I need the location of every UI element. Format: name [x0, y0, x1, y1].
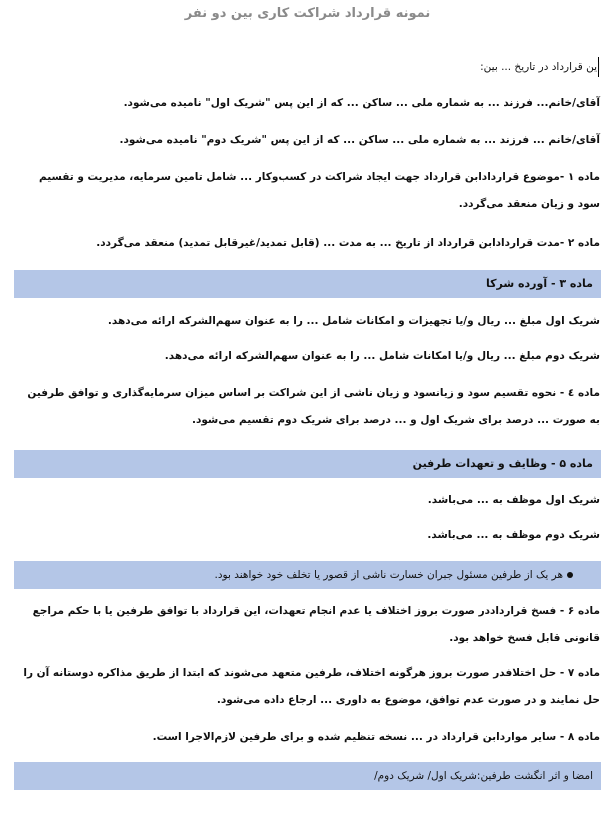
- party-one: آقای/خانم... فرزند ... به شماره ملی ... ساکن ... که از این پس "شریک اول" نامیده می‌شود.: [123, 97, 600, 109]
- signature-line: امضا و اثر انگشت طرفین:شریک اول/ شریک دوم/: [14, 762, 601, 790]
- contribution-partner-one: شریک اول مبلغ ... ریال و/یا تجهیزات و امکانات شامل ... را به عنوان سهم‌الشرکه ارائه می‌دهد.: [107, 315, 600, 327]
- article-2-label: ماده ۲: [567, 237, 600, 249]
- article-7: ماده ۷ - حل اختلافدر صورت بروز هرگونه اختلاف، طرفین متعهد می‌شوند که ابتدا از طریق مذاکره دوستانه آن را حل نمایند و در صورت عدم توافق، موضوع به داوری ... ارجاع داده می‌شود.: [23, 667, 600, 706]
- article-1-text: -موضوع قراردادابن قرارداد جهت ایجاد شراکت در کسب‌وکار ... شامل تامین سرمایه، مدیریت و تقسیم سود و زیان منعقد می‌گردد.: [39, 171, 600, 210]
- article-2: [15, 230, 600, 257]
- bullet-text: هر یک از طرفین مسئول جبران خسارت ناشی از قصور یا تخلف خود خواهند بود.: [214, 569, 563, 581]
- party-two: آقای/خانم ... فرزند ... به شماره ملی ... ساکن ... که از این پس "شریک دوم" نامیده می‌شود.: [119, 134, 600, 146]
- article-6: ماده ۶ - فسخ قرارداددر صورت بروز اختلاف یا عدم انجام تعهدات، این قرارداد با توافق طرفین یا با حکم مراجع قانونی قابل فسخ خواهد بود.: [32, 605, 600, 644]
- article-5-heading: ماده ۵ - وظایف و تعهدات طرفین: [14, 450, 601, 478]
- bullet-item: [14, 561, 601, 589]
- duty-partner-two: شریک دوم موظف به ... می‌باشد.: [427, 529, 600, 541]
- document-title: نمونه قرارداد شراکت کاری بین دو نفر: [184, 6, 431, 21]
- article-4-text: - نحوه تقسیم سود و زیانسود و زیان ناشی از این شراکت بر اساس میزان سرمایه‌گذاری و توافق طرفین به صورت ... درصد برای شریک اول و ... درصد برای شریک دوم تقسیم می‌شود.: [27, 387, 600, 426]
- duty-partner-one: شریک اول موظف به ... می‌باشد.: [427, 494, 600, 506]
- article-1: [15, 164, 600, 218]
- article-2-text: -مدت قراردادابن قرارداد از تاریخ ... به مدت ... (قابل تمدید/غیرقابل تمدید) منعقد می‌گردد.: [96, 237, 568, 249]
- intro-line: این قرارداد در تاریخ ... بین:: [480, 61, 600, 73]
- article-4: [15, 380, 600, 434]
- contribution-partner-two: شریک دوم مبلغ ... ریال و/یا امکانات شامل ... را به عنوان سهم‌الشرکه ارائه می‌دهد.: [164, 350, 600, 362]
- article-1-label: ماده ۱: [567, 171, 600, 183]
- article-4-label: ماده ٤: [567, 387, 600, 399]
- article-3-heading: ماده ۳ - آورده شرکا: [14, 270, 601, 298]
- bullet-icon: [567, 572, 573, 578]
- article-8: ماده ۸ - سایر مواردابن قرارداد در ... نسخه تنظیم شده و برای طرفین لازم‌الاجرا است.: [152, 731, 600, 743]
